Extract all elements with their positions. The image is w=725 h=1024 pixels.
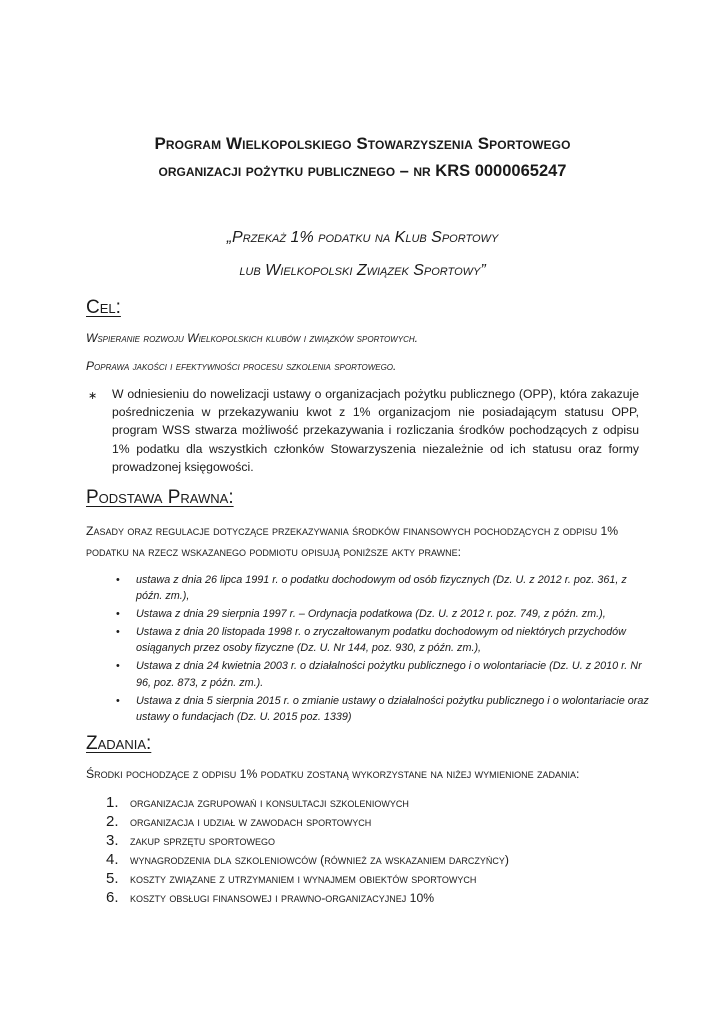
- task-number: 6.: [106, 889, 119, 906]
- legal-act-text: ustawa z dnia 26 lipca 1991 r. o podatku dochodowym od osób fizycznych (Dz. U. z 2012 r. poz. 361, z późn. zm.),: [136, 574, 627, 603]
- list-item: [112, 658, 652, 690]
- legal-acts-list: [112, 572, 652, 727]
- list-item: [106, 870, 666, 889]
- list-item: [112, 693, 652, 725]
- list-item: [112, 606, 652, 622]
- heading-zadania: Zadania:: [86, 733, 152, 754]
- list-item: [106, 813, 666, 832]
- task-text: organizacja zgrupowań i konsultacji szkoleniowych: [130, 796, 409, 810]
- list-item: [112, 572, 652, 604]
- zadania-lead: Środki pochodzące z odpisu 1% podatku zostaną wykorzystane na niżej wymienione zadania:: [86, 767, 580, 781]
- list-item: [106, 832, 666, 851]
- list-item: [106, 889, 666, 908]
- legal-act-text: Ustawa z dnia 24 kwietnia 2003 r. o działalności pożytku publicznego i o wolontariacie (Dz. U. z 2010 r. Nr 96, poz. 873, z późn. zm.).: [136, 660, 642, 689]
- star-bullet-icon: ∗: [88, 390, 98, 402]
- title-line-1: Program Wielkopolskiego Stowarzyszenia Sportowego: [154, 134, 571, 153]
- podstawa-lead: Zasady oraz regulacje dotyczące przekazywania środków finansowych pochodzących z odpisu 1% podatku na rzecz wskazanego podmiotu opisują poniższe akty prawne:: [86, 524, 619, 559]
- opp-paragraph: W odniesieniu do nowelizacji ustawy o organizacjach pożytku publicznego (OPP), która zakazuje pośredniczenia w przekazywaniu kwot z 1% organizacjom nie posiadającym statusu OPP, program WSS stwarza możliwość przekazywania i rozliczania środków pochodzących z odpisu 1% podatku dla wszystkich członków Stowarzyszenia niezależnie od ich statusu oraz formy prowadzonej księgowości.: [112, 387, 639, 474]
- task-number: 2.: [106, 813, 119, 830]
- heading-cel: Cel:: [86, 297, 121, 318]
- task-number: 3.: [106, 832, 119, 849]
- bullet-icon: •: [116, 574, 120, 586]
- heading-podstawa-prawna: Podstawa Prawna:: [86, 487, 234, 508]
- legal-act-text: Ustawa z dnia 5 sierpnia 2015 r. o zmianie ustawy o działalności pożytku publicznego i o wolontariacie oraz ustawy o fundacjach (Dz. U. 2015 poz. 1339): [136, 694, 649, 723]
- list-item: [106, 851, 666, 870]
- task-text: koszty obsługi finansowej i prawno-organizacyjnej 10%: [130, 891, 435, 905]
- list-item: [106, 794, 666, 813]
- task-text: organizacja i udział w zawodach sportowych: [130, 815, 372, 829]
- legal-act-text: Ustawa z dnia 20 listopada 1998 r. o zryczałtowanym podatku dochodowym od niektórych przychodów osiąganych przez osoby fizyczne (Dz. U. Nr 144, poz. 930, z późn. zm.),: [136, 626, 626, 655]
- bullet-icon: •: [116, 626, 120, 639]
- slogan-line-2: lub Wielkopolski Związek Sportowy”: [239, 262, 486, 279]
- legal-act-text: Ustawa z dnia 29 sierpnia 1997 r. – Ordynacja podatkowa (Dz. U. z 2012 r. poz. 749, z późn. zm.),: [136, 608, 606, 621]
- goal-2: Poprawa jakości i efektywności procesu szkolenia sportowego.: [86, 359, 397, 373]
- list-item: [112, 624, 652, 656]
- task-number: 1.: [106, 794, 119, 811]
- tasks-list: [106, 794, 666, 908]
- slogan-line-1: „Przekaż 1% podatku na Klub Sportowy: [226, 229, 499, 246]
- title-line-2: organizacji pożytku publicznego – nr KRS 0000065247: [158, 162, 567, 180]
- task-number: 5.: [106, 870, 119, 887]
- task-text: koszty związane z utrzymaniem i wynajmem obiektów sportowych: [130, 872, 477, 886]
- task-text: zakup sprzętu sportowego: [130, 834, 275, 848]
- task-number: 4.: [106, 851, 119, 868]
- task-text: wynagrodzenia dla szkoleniowców (również za wskazaniem darczyńcy): [130, 853, 509, 867]
- bullet-icon: •: [116, 608, 120, 621]
- bullet-icon: •: [116, 694, 120, 707]
- goal-1: Wspieranie rozwoju Wielkopolskich klubów i związków sportowych.: [86, 331, 418, 345]
- bullet-icon: •: [116, 660, 120, 673]
